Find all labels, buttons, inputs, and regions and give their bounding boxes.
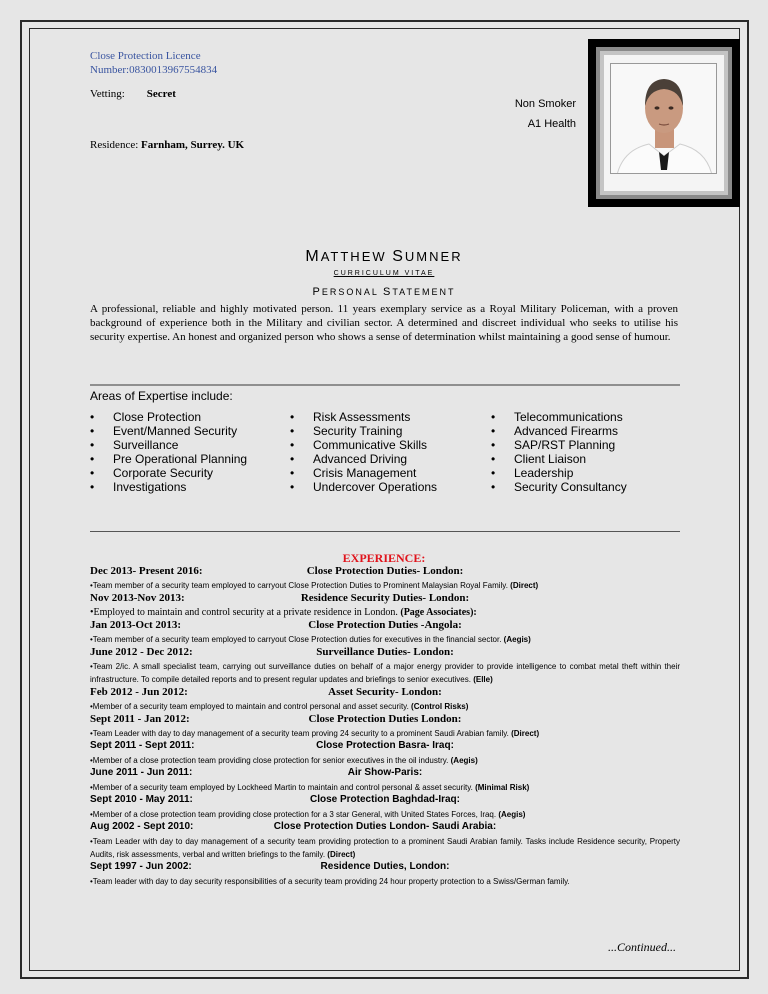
vetting (90, 88, 176, 100)
job-role: Air Show-Paris: (347, 767, 423, 778)
job-date: Sept 2011 - Jan 2012: (90, 713, 190, 725)
expertise-item: • Undercover Operations (290, 480, 437, 494)
job-role: Close Protection Basra- Iraq: (316, 740, 454, 751)
experience-entry (90, 861, 680, 888)
expertise-item: • Pre Operational Planning (90, 452, 247, 466)
licence-label: Close Protection Licence (90, 50, 201, 62)
job-date: Sept 2010 - May 2011: (90, 794, 193, 805)
residence-label: Residence: (90, 139, 139, 151)
job-role: Close Protection Duties London- Saudi Arabia: (273, 821, 497, 832)
expertise-column-1 (90, 410, 247, 494)
job-role: Close Protection Duties London: (308, 713, 462, 725)
experience-entry (90, 619, 680, 646)
continued-note: ...Continued... (608, 940, 676, 954)
residence-value: Farnham, Surrey. UK (141, 139, 245, 151)
candidate-name: MATTHEW SUMNER (305, 248, 463, 265)
expertise-column-2 (290, 410, 437, 494)
job-description: •Member of a close protection team providing close protection for a 3 star General, with United States Forces, Iraq. (Aegis) (90, 810, 526, 819)
residence (90, 139, 244, 151)
licence-number: Number:0830013967554834 (90, 64, 218, 76)
expertise-item: • Communicative Skills (290, 438, 437, 452)
personal-statement-heading: PERSONAL STATEMENT (312, 286, 456, 298)
expertise-item: • Telecommunications (491, 410, 627, 424)
expertise-item: • Surveillance (90, 438, 247, 452)
profile-photo (610, 63, 717, 174)
job-date: Sept 1997 - Jun 2002: (90, 861, 192, 872)
experience-title: EXPERIENCE: (342, 551, 426, 565)
expertise-item: • Close Protection (90, 410, 247, 424)
job-role: Surveillance Duties- London: (316, 646, 454, 658)
personal-statement: A professional, reliable and highly motivated person. 11 years exemplary service as a Royal Military Policeman, with a proven background of experience both in the Military and civilian sector. A determined and discreet individual who seeks to utilise his security expertise. An honest and organized person who shows a sense of determination whilst maintaining a good sense of humour. (90, 303, 678, 343)
job-date: June 2011 - Jun 2011: (90, 767, 193, 778)
expertise-item: • Corporate Security (90, 466, 247, 480)
expertise-item: • SAP/RST Planning (491, 438, 627, 452)
job-description: •Team 2/ic. A small specialist team, carrying out surveillance duties on behalf of a major energy provider to provide intelligence to combat metal theft within their infrastructure. To compile detailed reports and to present regular updates and briefings to senior executives. (Elle) (90, 662, 680, 684)
expertise-item: • Leadership (491, 466, 627, 480)
non-smoker: Non Smoker (514, 98, 576, 110)
job-description: •Member of a close protection team providing close protection for senior executives in the oil industry. (Aegis) (90, 756, 478, 765)
job-description: •Team Leader with day to day management of a security team proving 24 security to a prominent Saudi Arabian family. (Direct) (90, 729, 540, 738)
health-info (515, 94, 576, 134)
experience-entry (90, 740, 680, 767)
divider (90, 384, 680, 386)
experience-list (90, 565, 680, 888)
job-description: •Team Leader with day to day management of a security team providing protection to a prominent Saudi Arabian family. Tasks include Residence security, Property Audits, risk assessments, verbal and written briefings to the family. (Direct) (90, 837, 680, 859)
expertise-item: • Investigations (90, 480, 247, 494)
job-date: June 2012 - Dec 2012: (90, 646, 193, 658)
job-role: Residence Duties, London: (320, 861, 450, 872)
divider (90, 531, 680, 532)
expertise-item: • Risk Assessments (290, 410, 437, 424)
job-date: Aug 2002 - Sept 2010: (90, 821, 194, 832)
experience-entry (90, 686, 680, 713)
vetting-value: Secret (146, 88, 176, 100)
expertise-item: • Advanced Driving (290, 452, 437, 466)
experience-entry (90, 592, 680, 619)
licence-block (90, 49, 217, 77)
job-description: •Employed to maintain and control security at a private residence in London. (Page Associates): (90, 607, 477, 618)
job-role: Close Protection Baghdad-Iraq: (309, 794, 460, 805)
job-date: Feb 2012 - Jun 2012: (90, 686, 188, 698)
job-role: Close Protection Duties- London: (306, 565, 464, 577)
job-role: Residence Security Duties- London: (300, 592, 470, 604)
job-date: Jan 2013-Oct 2013: (90, 619, 182, 631)
job-description: •Member of a security team employed to maintain and control personal and asset security. (Control Risks) (90, 702, 469, 711)
cv-heading: CURRICULUM VITAE (333, 270, 435, 277)
expertise-item: • Crisis Management (290, 466, 437, 480)
job-description: •Team member of a security team employed to carryout Close Protection duties for executives in the financial sector. (Aegis) (90, 635, 531, 644)
expertise-column-3 (491, 410, 627, 494)
job-description: •Team member of a security team employed to carryout Close Protection Duties to Prominent Malaysian Royal Family. (Direct) (90, 581, 539, 590)
expertise-item: • Client Liaison (491, 452, 627, 466)
vetting-label: Vetting: (90, 88, 125, 100)
job-description: •Member of a security team employed by Lockheed Martin to maintain and control personal & asset security. (Minimal Risk) (90, 783, 530, 792)
health-status: A1 Health (527, 118, 576, 130)
job-role: Close Protection Duties -Angola: (308, 619, 462, 631)
job-date: Sept 2011 - Sept 2011: (90, 740, 195, 751)
job-date: Nov 2013-Nov 2013: (90, 592, 185, 604)
expertise-item: • Event/Manned Security (90, 424, 247, 438)
expertise-item: • Security Consultancy (491, 480, 627, 494)
experience-entry (90, 794, 680, 821)
expertise-item: • Security Training (290, 424, 437, 438)
expertise-item: • Advanced Firearms (491, 424, 627, 438)
experience-entry (90, 646, 680, 686)
experience-entry (90, 821, 680, 861)
experience-entry (90, 767, 680, 794)
experience-entry (90, 565, 680, 592)
job-date: Dec 2013- Present 2016: (90, 565, 203, 577)
job-description: •Team leader with day to day security responsibilities of a security team providing 24 hour property protection to a Swiss/German family. (90, 877, 570, 886)
expertise-title: Areas of Expertise include: (90, 389, 233, 403)
experience-entry (90, 713, 680, 740)
job-role: Asset Security- London: (328, 686, 442, 698)
